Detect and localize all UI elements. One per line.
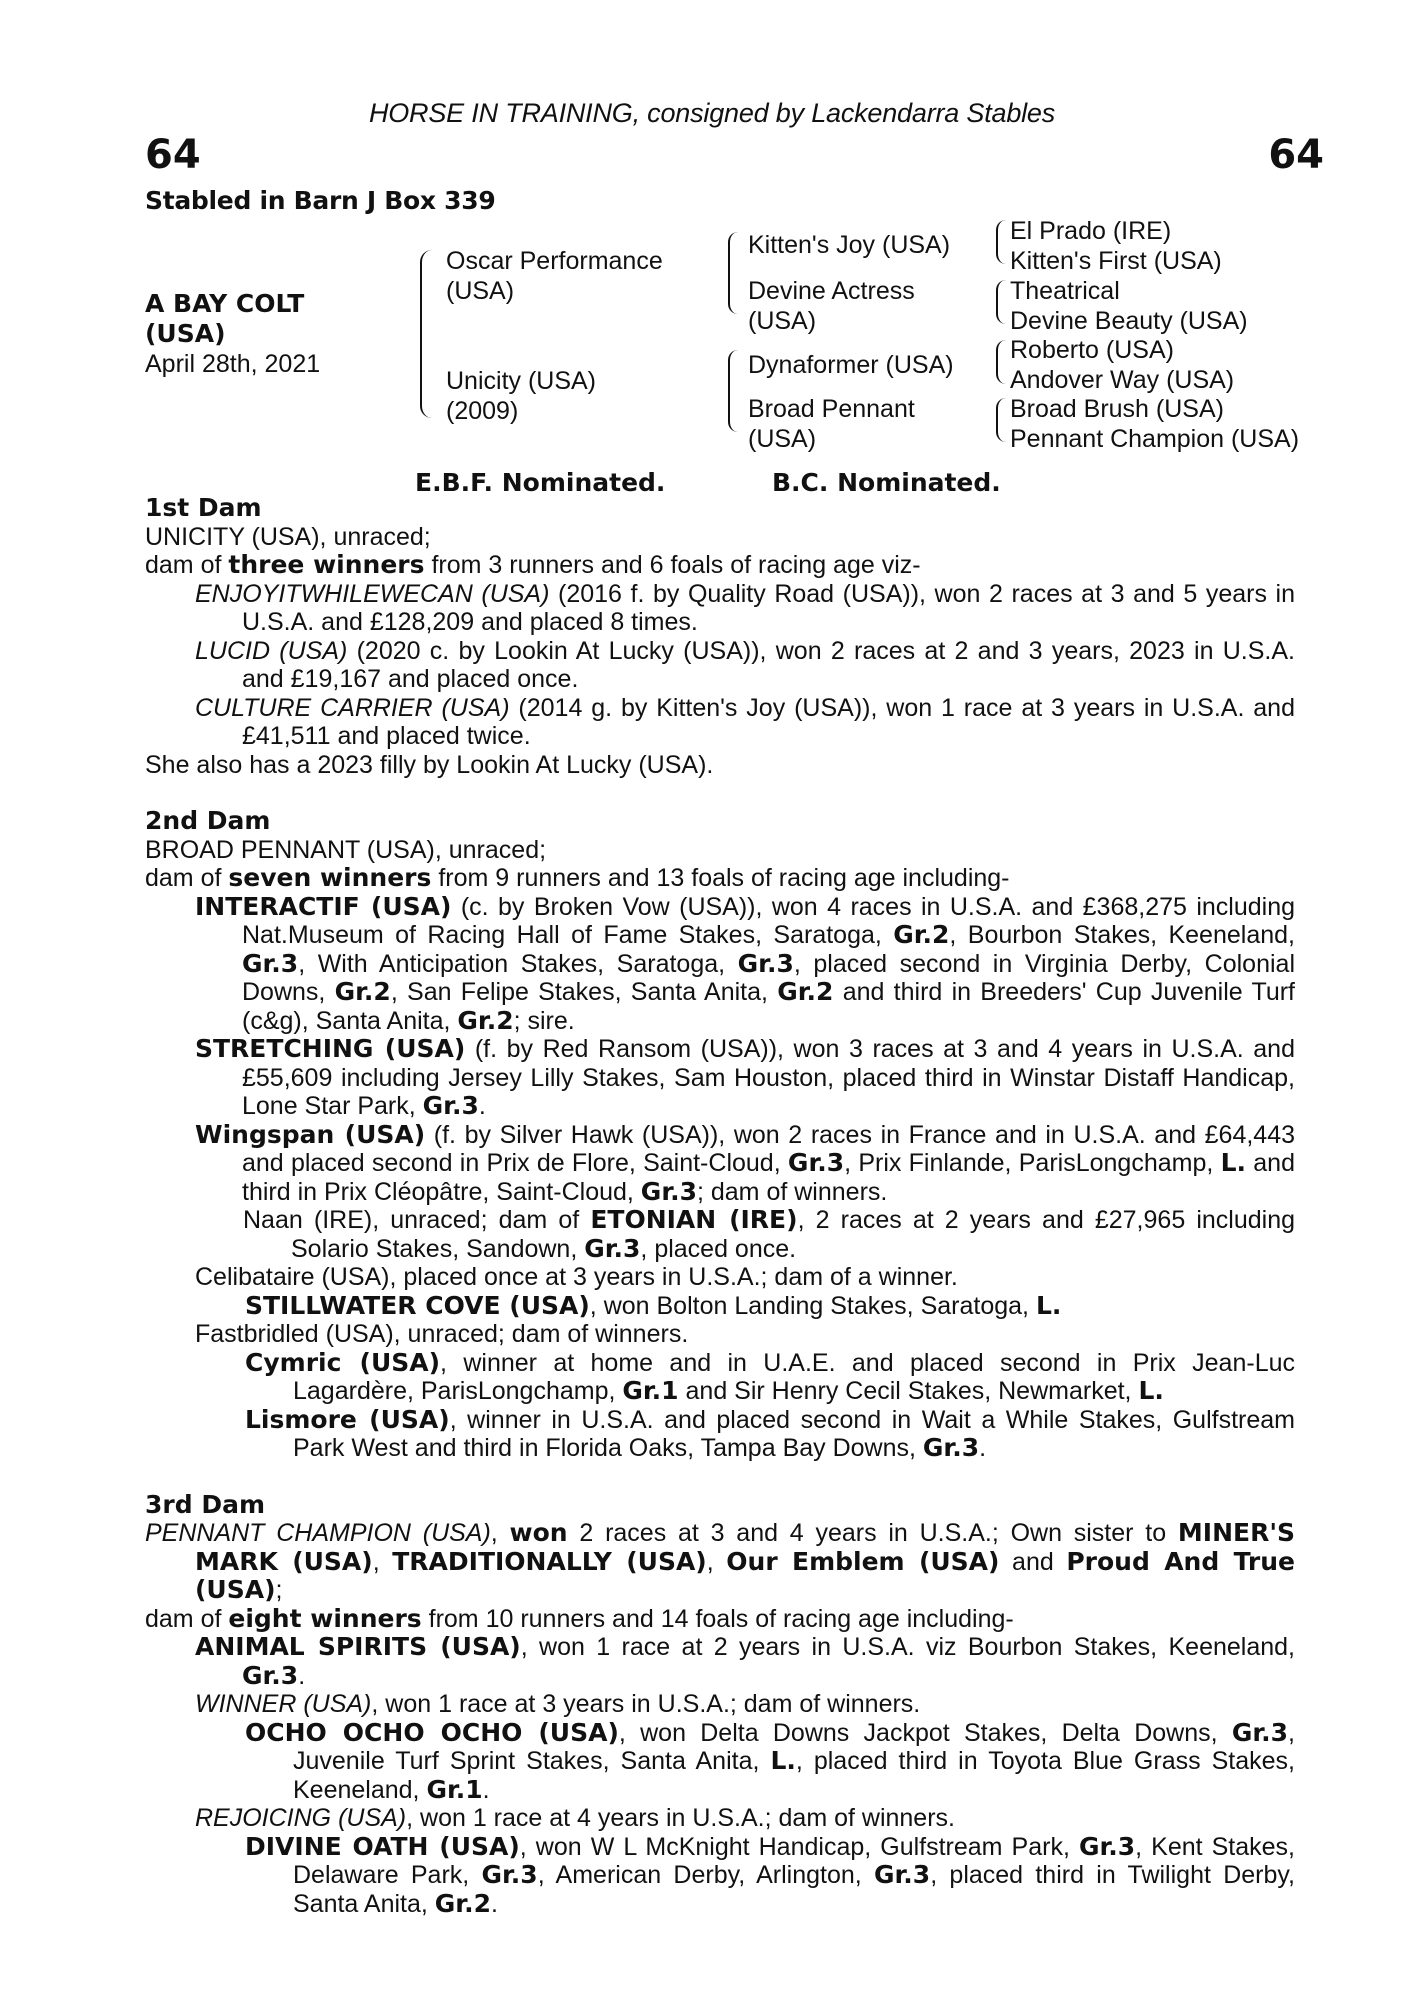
progeny-entry: WINNER (USA), won 1 race at 3 years in U.S.A.; dam of winners. <box>195 1690 921 1718</box>
progeny-entry: CULTURE CARRIER (USA) (2014 g. by Kitten's Joy (USA)), won 1 race at 3 years in U.S.A. and £41,511 and placed twice. <box>195 693 1295 750</box>
progeny-entry: STRETCHING (USA) (f. by Red Ransom (USA)), won 3 races at 3 and 4 years in U.S.A. and £55,609 including Jersey Lilly Stakes, Sam Houston, placed third in Winstar Distaff Handicap, Lone Star Park, Gr.3. <box>195 1034 1295 1120</box>
second-dam-name: BROAD PENNANT (USA), unraced; <box>145 835 547 864</box>
third-dam-section <box>145 1491 1295 1919</box>
brace-sire <box>728 232 738 314</box>
stabled-location: Stabled in Barn J Box 339 <box>145 186 496 215</box>
progeny-entry: ANIMAL SPIRITS (USA), won 1 race at 2 years in U.S.A. viz Bourbon Stakes, Keeneland, Gr.3. <box>195 1632 1295 1690</box>
ancestor-pennant-champion: Pennant Champion (USA) <box>1010 425 1300 453</box>
progeny-entry: Fastbridled (USA), unraced; dam of winners. <box>195 1320 689 1348</box>
lot-number-right: 64 <box>1268 132 1324 178</box>
first-dam-summary: dam of three winners from 3 runners and 6 foals of racing age viz- <box>145 550 921 579</box>
progeny-entry: DIVINE OATH (USA), won W L McKnight Handicap, Gulfstream Park, Gr.3, Kent Stakes, Delaware Park, Gr.3, American Derby, Arlington, Gr.3, placed third in Twilight Derby, Santa Anita, Gr.2. <box>245 1831 1296 1918</box>
progeny-entry: OCHO OCHO OCHO (USA), won Delta Downs Jackpot Stakes, Delta Downs, Gr.3, Juvenile Turf Sprint Stakes, Santa Anita, L., placed third in Toyota Blue Grass Stakes, Keeneland, Gr.1. <box>245 1717 1295 1804</box>
progeny-entry: INTERACTIF (USA) (c. by Broken Vow (USA)), won 4 races in U.S.A. and £368,275 including Nat.Museum of Racing Hall of Fame Stakes, Saratoga, Gr.2, Bourbon Stakes, Keeneland, Gr.3, With Anticipation Stakes, Saratoga, Gr.3, placed second in Virginia Derby, Colonial Downs, Gr.2, San Felipe Stakes, Santa Anita, Gr.2 and third in Breeders' Cup Juvenile Turf (c&g), Santa Anita, Gr.2; sire. <box>195 891 1295 1035</box>
progeny-entry: STILLWATER COVE (USA), won Bolton Landing Stakes, Saratoga, L. <box>245 1290 1062 1320</box>
third-dam-name: PENNANT CHAMPION (USA), won 2 races at 3 and 4 years in U.S.A.; Own sister to MINER'S MARK (USA), TRADITIONALLY (USA), Our Emblem (USA) and Proud And True (USA); <box>145 1518 1295 1604</box>
first-dam-section <box>145 494 1295 779</box>
horse-name: A BAY COLT <box>145 289 305 318</box>
third-dam-summary: dam of eight winners from 10 runners and 14 foals of racing age including- <box>145 1603 1014 1633</box>
progeny-entry: REJOICING (USA), won 1 race at 4 years in U.S.A.; dam of winners. <box>195 1804 955 1832</box>
progeny-entry: Cymric (USA), winner at home and in U.A.E. and placed second in Prix Jean-Luc Lagardère, ParisLongchamp, Gr.1 and Sir Henry Cecil Stakes, Newmarket, L. <box>245 1347 1295 1405</box>
dam-records <box>145 494 1295 1918</box>
ancestor-roberto: Roberto (USA) <box>1010 336 1174 364</box>
bc-nominated: B.C. Nominated. <box>772 468 1001 497</box>
sire-sire: Kitten's Joy (USA) <box>748 231 951 259</box>
brace-g3-4 <box>996 398 1006 442</box>
second-dam-summary: dam of seven winners from 9 runners and 13 foals of racing age including- <box>145 863 1010 892</box>
third-dam-heading: 3rd Dam <box>145 1489 265 1519</box>
progeny-entry: LUCID (USA) (2020 c. by Lookin At Lucky (USA)), won 2 races at 2 and 3 years, 2023 in U.S.A. and £19,167 and placed once. <box>195 636 1295 693</box>
brace-g3-3 <box>996 340 1006 384</box>
ancestor-el-prado: El Prado (IRE) <box>1010 217 1172 245</box>
ancestor-andover-way: Andover Way (USA) <box>1010 366 1235 394</box>
dam: Unicity (USA) (2009) <box>446 367 597 425</box>
foaling-date: April 28th, 2021 <box>145 350 321 378</box>
ancestor-theatrical: Theatrical <box>1010 277 1120 305</box>
horse-country: (USA) <box>145 319 226 348</box>
lot-number-left: 64 <box>145 132 201 178</box>
progeny-entry: Naan (IRE), unraced; dam of ETONIAN (IRE), 2 races at 2 years and £27,965 including Solario Stakes, Sandown, Gr.3, placed once. <box>243 1205 1296 1263</box>
first-dam-name: UNICITY (USA), unraced; <box>145 522 431 551</box>
horse-identity <box>145 289 320 379</box>
first-dam-note: She also has a 2023 filly by Lookin At Lucky (USA). <box>145 750 714 779</box>
dam-dam: Broad Pennant (USA) <box>748 395 915 453</box>
brace-main <box>420 250 432 418</box>
progeny-entry: Lismore (USA), winner in U.S.A. and placed second in Wait a While Stakes, Gulfstream Park West and third in Florida Oaks, Tampa Bay Downs, Gr.3. <box>245 1404 1295 1462</box>
progeny-entry: ENJOYITWHILEWECAN (USA) (2016 f. by Quality Road (USA)), won 2 races at 3 and 5 years in U.S.A. and £128,209 and placed 8 times. <box>195 579 1295 636</box>
first-dam-heading: 1st Dam <box>145 493 262 522</box>
progeny-entry: Celibataire (USA), placed once at 3 years in U.S.A.; dam of a winner. <box>195 1263 958 1291</box>
brace-g3-2 <box>996 280 1006 324</box>
progeny-entry: Wingspan (USA) (f. by Silver Hawk (USA)), won 2 races in France and in U.S.A. and £64,443 and placed second in Prix de Flore, Saint-Cloud, Gr.3, Prix Finlande, ParisLongchamp, L. and third in Prix Cléopâtre, Saint-Cloud, Gr.3; dam of winners. <box>195 1119 1296 1206</box>
brace-dam <box>728 350 738 432</box>
second-dam-heading: 2nd Dam <box>145 806 271 835</box>
ancestor-kittens-first: Kitten's First (USA) <box>1010 247 1222 275</box>
catalogue-header: HORSE IN TRAINING, consigned by Lackendarra Stables <box>368 98 1056 128</box>
second-dam-section <box>145 807 1295 1463</box>
ancestor-devine-beauty: Devine Beauty (USA) <box>1010 307 1248 335</box>
ancestor-broad-brush: Broad Brush (USA) <box>1010 395 1224 423</box>
dam-sire: Dynaformer (USA) <box>748 351 954 379</box>
ebf-nominated: E.B.F. Nominated. <box>415 468 666 497</box>
brace-g3-1 <box>996 220 1006 264</box>
sire-dam: Devine Actress (USA) <box>748 277 915 335</box>
sire: Oscar Performance (USA) <box>446 247 663 305</box>
